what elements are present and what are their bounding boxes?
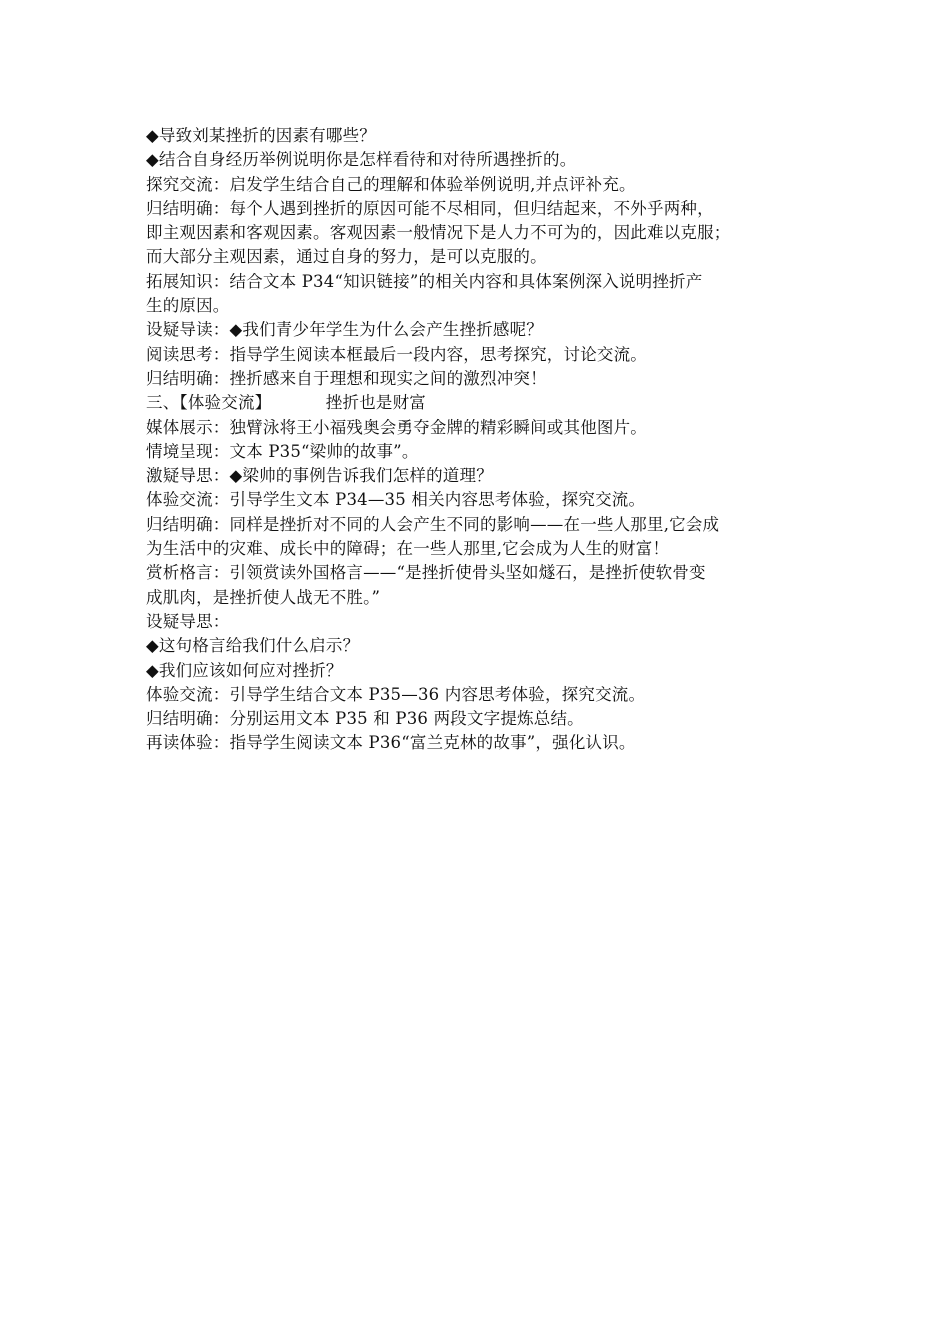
text-line: ◆结合自身经历举例说明你是怎样看待和对待所遇挫折的。 — [146, 150, 577, 170]
text-line: 归结明确：同样是挫折对不同的人会产生不同的影响——在一些人那里,它会成 — [146, 514, 720, 534]
text-line: 生的原因。 — [146, 296, 230, 316]
text-line: 激疑导思：◆梁帅的事例告诉我们怎样的道理？ — [146, 466, 493, 486]
text-line: 阅读思考：指导学生阅读本框最后一段内容，思考探究，讨论交流。 — [146, 344, 647, 364]
text-line: 为生活中的灾难、成长中的障碍；在一些人那里,它会成为人生的财富！ — [146, 539, 670, 559]
text-line: 归结明确：每个人遇到挫折的原因可能不尽相同，但归结起来，不外乎两种， — [146, 198, 714, 218]
text-line: ◆这句格言给我们什么启示？ — [146, 636, 360, 656]
text-line: 设疑导思： — [146, 611, 230, 631]
text-line: 再读体验：指导学生阅读文本 P36“富兰克林的故事”，强化认识。 — [146, 733, 636, 753]
section-heading: 三、【体验交流】 挫折也是财富 — [146, 393, 426, 413]
text-line: 而大部分主观因素，通过自身的努力，是可以克服的。 — [146, 247, 547, 267]
text-line: 探究交流：启发学生结合自己的理解和体验举例说明,并点评补充。 — [146, 174, 636, 194]
text-line: 归结明确：挫折感来自于理想和现实之间的激烈冲突！ — [146, 368, 547, 388]
document-body — [146, 124, 826, 756]
text-line: ◆我们应该如何应对挫折？ — [146, 660, 343, 680]
text-line: 拓展知识：结合文本 P34“知识链接”的相关内容和具体案例深入说明挫折产 — [146, 271, 703, 291]
text-line: 设疑导读：◆我们青少年学生为什么会产生挫折感呢？ — [146, 320, 543, 340]
text-line: 体验交流：引导学生结合文本 P35—36 内容思考体验，探究交流。 — [146, 684, 646, 704]
text-line: ◆导致刘某挫折的因素有哪些？ — [146, 126, 376, 145]
text-line: 归结明确：分别运用文本 P35 和 P36 两段文字提炼总结。 — [146, 709, 584, 729]
text-line: 情境呈现：文本 P35“梁帅的故事”。 — [146, 441, 419, 461]
text-line: 即主观因素和客观因素。客观因素一般情况下是人力不可为的，因此难以克服； — [146, 223, 731, 243]
text-line: 媒体展示：独臂泳将王小福残奥会勇夺金牌的精彩瞬间或其他图片。 — [146, 417, 647, 437]
text-line: 赏析格言：引领赏读外国格言——“是挫折使骨头坚如燧石，是挫折使软骨变 — [146, 563, 706, 583]
text-line: 体验交流：引导学生文本 P34—35 相关内容思考体验，探究交流。 — [146, 490, 646, 510]
text-line: 成肌肉，是挫折使人战无不胜。” — [146, 587, 381, 607]
